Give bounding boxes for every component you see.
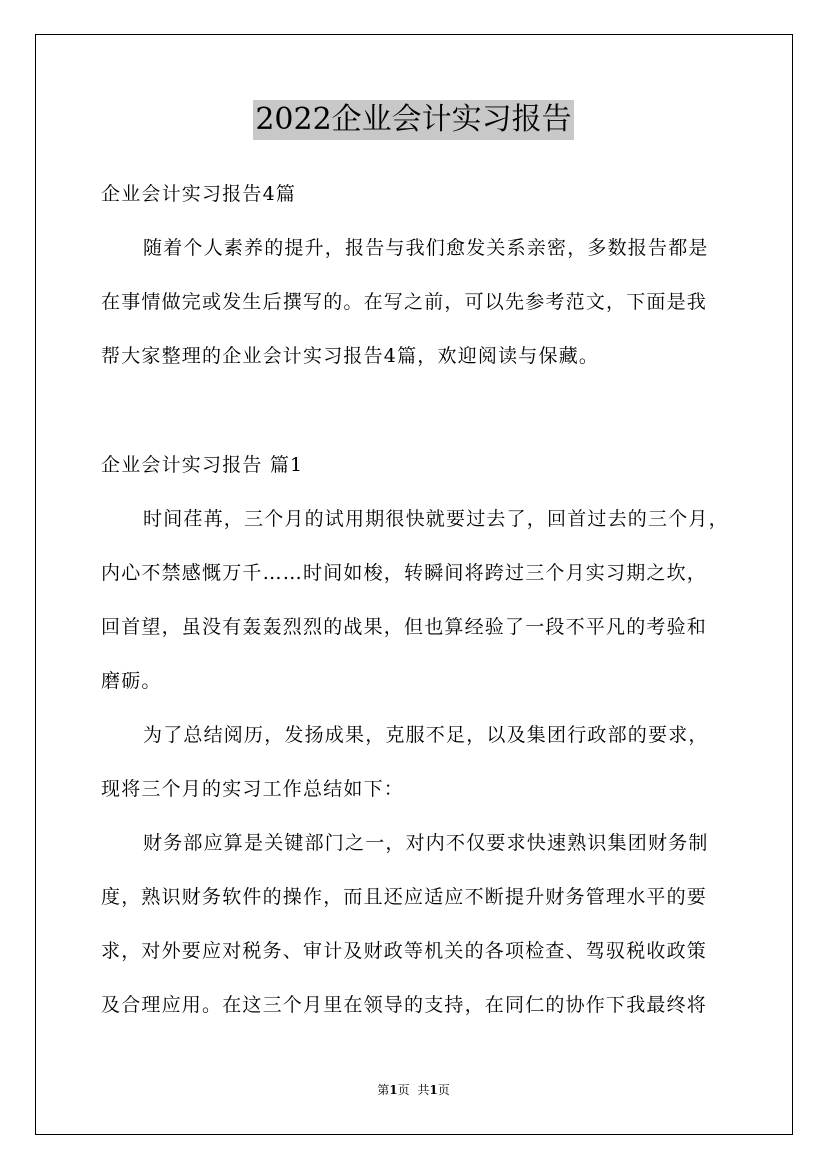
paragraph1-line-4: 磨砺。: [101, 670, 162, 692]
page-label-suffix: 页: [397, 1083, 410, 1097]
paragraph1-line-1: 时间荏苒，三个月的试用期很快就要过去了，回首过去的三个月，: [143, 508, 729, 530]
paragraph2-line-2: 现将三个月的实习工作总结如下：: [101, 778, 405, 800]
paragraph3-line-1: 财务部应算是关键部门之一，对内不仅要求快速熟识集团财务制: [143, 832, 709, 854]
total-label-suffix: 页: [437, 1083, 450, 1097]
paragraph2-line-1: 为了总结阅历，发扬成果，克服不足，以及集团行政部的要求，: [143, 724, 709, 746]
paragraph1-line-2: 内心不禁感慨万千……时间如梭，转瞬间将跨过三个月实习期之坎，: [101, 562, 708, 584]
title-container: [0, 100, 827, 140]
section-heading: 企业会计实习报告 篇1: [101, 454, 304, 476]
paragraph3-line-2: 度，熟识财务软件的操作，而且还应适应不断提升财务管理水平的要: [101, 886, 708, 908]
paragraph1-line-3: 回首望，虽没有轰轰烈烈的战果，但也算经验了一段不平凡的考验和: [101, 616, 708, 638]
page-label-prefix: 第: [377, 1083, 390, 1097]
intro-line-2: 在事情做完或发生后撰写的。在写之前，可以先参考范文，下面是我: [101, 291, 708, 313]
paragraph3-line-3: 求，对外要应对税务、审计及财政等机关的各项检查、驾驭税收政策: [101, 940, 708, 962]
total-label-prefix: 共: [417, 1083, 430, 1097]
intro-line-1: 随着个人素养的提升，报告与我们愈发关系亲密，多数报告都是: [143, 237, 709, 259]
page-number: 1: [389, 1083, 398, 1097]
document-title: 2022企业会计实习报告: [253, 100, 573, 140]
document-subtitle: 企业会计实习报告4篇: [101, 183, 297, 205]
total-pages: 1: [429, 1083, 438, 1097]
paragraph3-line-4: 及合理应用。在这三个月里在领导的支持，在同仁的协作下我最终将: [101, 994, 708, 1016]
page-footer: [0, 1082, 827, 1098]
intro-line-3: 帮大家整理的企业会计实习报告4篇，欢迎阅读与保藏。: [101, 345, 600, 367]
